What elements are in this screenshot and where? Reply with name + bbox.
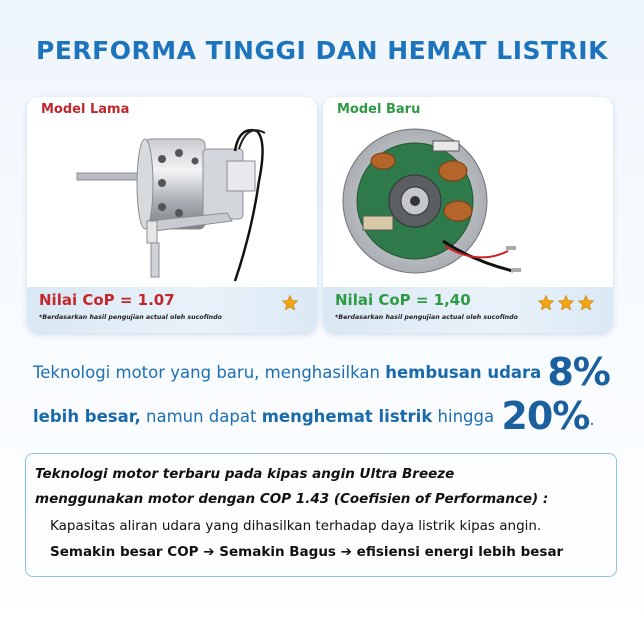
- info-line-1: Teknologi motor terbaru pada kipas angin Ultra Breeze: [35, 466, 455, 482]
- statement-percent-airflow: 8%: [547, 350, 610, 394]
- statement-period: .: [589, 410, 595, 429]
- info-line-4: Semakin besar COP ➔ Semakin Bagus ➔ efisiensi energi lebih besar: [50, 544, 564, 560]
- star-icon: [577, 294, 595, 312]
- statement-part3: hingga: [432, 406, 500, 426]
- statement-part1: Teknologi motor yang baru, menghasilkan: [33, 362, 386, 382]
- new-motor-image: [323, 121, 613, 287]
- star-icon: [281, 294, 299, 312]
- new-rating-stars: [537, 294, 595, 312]
- info-line-3: Kapasitas aliran udara yang dihasilkan terhadap daya listrik kipas angin.: [50, 518, 542, 534]
- new-model-label: Model Baru: [337, 102, 421, 117]
- old-rating-stars: [281, 294, 299, 312]
- old-motor-image: [27, 121, 317, 287]
- old-cop-value: Nilai CoP = 1.07: [39, 291, 175, 309]
- new-cop-note: *Berdasarkan hasil pengujian actual oleh sucofindo: [335, 314, 518, 321]
- new-cop-bar: [323, 287, 613, 333]
- statement-bold-savings: menghemat listrik: [261, 406, 433, 426]
- info-line-2: menggunakan motor dengan COP 1.43 (Coefisien of Performance) :: [35, 491, 549, 507]
- old-model-card: [27, 97, 317, 333]
- statement-bold-airflow: hembusan udara: [385, 362, 542, 382]
- page-title: PERFORMA TINGGI DAN HEMAT LISTRIK: [36, 36, 608, 65]
- statement-bold-larger: lebih besar,: [33, 406, 141, 426]
- new-model-card: [323, 97, 613, 333]
- statement-part2: namun dapat: [140, 406, 262, 426]
- star-icon: [537, 294, 555, 312]
- old-model-label: Model Lama: [41, 102, 130, 117]
- new-cop-value: Nilai CoP = 1,40: [335, 291, 471, 309]
- old-cop-bar: [27, 287, 317, 333]
- statement-line-2: [33, 394, 633, 438]
- statement-percent-savings: 20%: [501, 394, 590, 438]
- info-box: [25, 453, 617, 577]
- star-icon: [557, 294, 575, 312]
- statement-line-1: [33, 350, 633, 394]
- old-cop-note: *Berdasarkan hasil pengujian actual oleh sucofindo: [39, 314, 222, 321]
